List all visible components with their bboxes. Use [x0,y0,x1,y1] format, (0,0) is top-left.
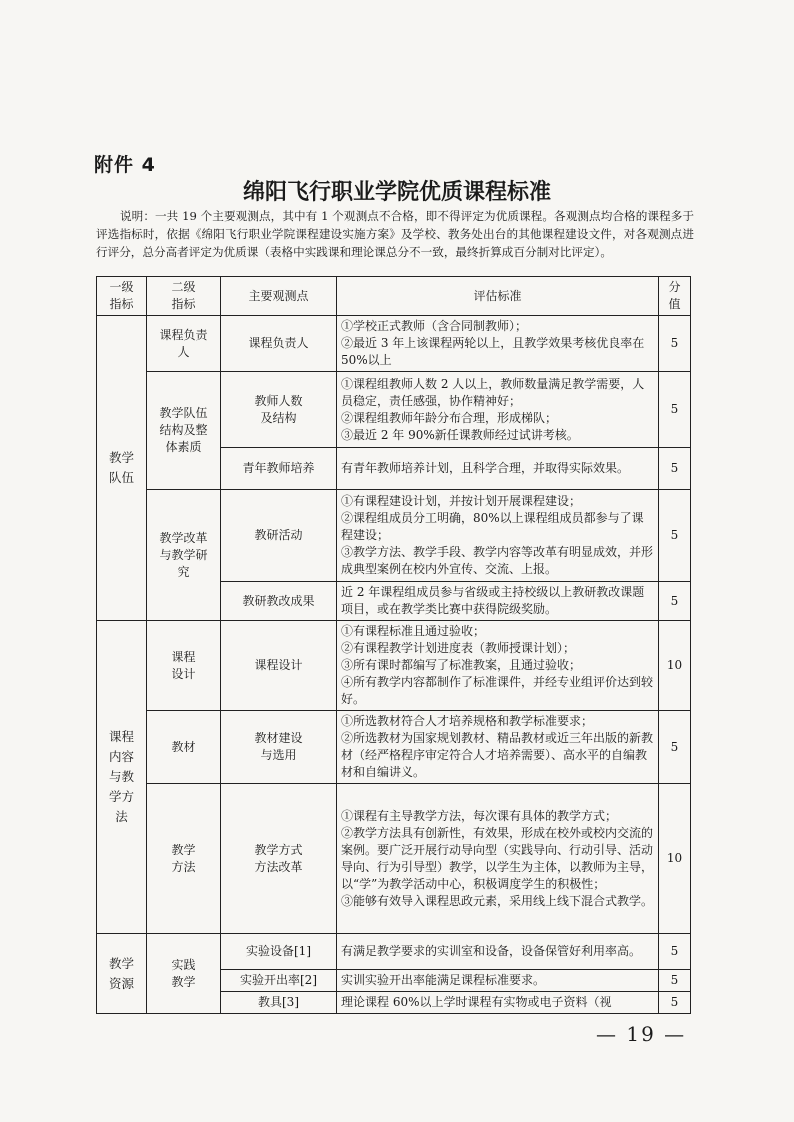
table-row [97,934,691,970]
header-level2: 二级 指标 [147,277,221,316]
score-cell: 5 [659,582,691,621]
criteria-cell: 有满足教学要求的实训室和设备，设备保管好利用率高。 [337,934,659,970]
level2-cell: 教材 [147,711,221,784]
table-row [97,621,691,711]
header-criteria: 评估标准 [337,277,659,316]
observation-cell: 教材建设 与选用 [221,711,337,784]
observation-cell: 实验设备[1] [221,934,337,970]
level2-cell: 课程负责 人 [147,316,221,372]
score-cell: 5 [659,316,691,372]
criteria-cell: 有青年教师培养计划，且科学合理，并取得实际效果。 [337,448,659,490]
score-cell: 10 [659,784,691,934]
observation-cell: 教研教改成果 [221,582,337,621]
score-cell: 5 [659,992,691,1014]
observation-cell: 课程设计 [221,621,337,711]
table-header-row [97,277,691,316]
table-row [97,316,691,372]
table-row [97,784,691,934]
score-cell: 5 [659,711,691,784]
header-level1: 一级 指标 [97,277,147,316]
observation-cell: 教学方式 方法改革 [221,784,337,934]
criteria-cell: ①课程有主导教学方法，每次课有具体的教学方式； ②教学方法具有创新性，有效果，形成在校外或校内交流的案例。要广泛开展行动导向型（实践导向、行动引导、活动导向、行为引导型）教学，以学生为主体，以教师为主导，以“学”为教学活动中心，积极调度学生的积极性； ③能够有效导入课程思政元素，采用线上线下混合式教学。 [337,784,659,934]
criteria-cell: ①有课程建设计划，并按计划开展课程建设； ②课程组成员分工明确，80%以上课程组成员都参与了课程建设； ③教学方法、教学手段、教学内容等改革有明显成效，并形成典型案例在校内外宣传、交流、上报。 [337,490,659,582]
score-cell: 5 [659,970,691,992]
standards-table [96,276,691,1014]
score-cell: 5 [659,934,691,970]
observation-cell: 实验开出率[2] [221,970,337,992]
table-row [97,711,691,784]
criteria-cell: 理论课程 60%以上学时课程有实物或电子资料（视 [337,992,659,1014]
page-title: 绵阳飞行职业学院优质课程标准 [242,180,551,205]
level2-cell: 教学 方法 [147,784,221,934]
table-row [97,490,691,582]
level2-cell: 课程 设计 [147,621,221,711]
level1-cell: 教学 队伍 [97,316,147,621]
observation-cell: 教师人数 及结构 [221,372,337,448]
observation-cell: 教具[3] [221,992,337,1014]
header-score: 分 值 [659,277,691,316]
table-row [97,372,691,448]
level2-cell: 教学改革 与教学研 究 [147,490,221,621]
criteria-cell: 实训实验开出率能满足课程标准要求。 [337,970,659,992]
observation-cell: 青年教师培养 [221,448,337,490]
criteria-cell: ①所选教材符合人才培养规格和教学标准要求； ②所选教材为国家规划教材、精品教材或近三年出版的新教材（经严格程序审定符合人才培养需要）、高水平的自编教材和自编讲义。 [337,711,659,784]
level1-cell: 教学 资源 [97,934,147,1014]
level2-cell: 教学队伍 结构及整 体素质 [147,372,221,490]
criteria-cell: ①有课程标准且通过验收； ②有课程教学计划进度表（教师授课计划）； ③所有课时都编写了标准教案，且通过验收； ④所有教学内容都制作了标准课件，并经专业组评价达到较好。 [337,621,659,711]
score-cell: 5 [659,490,691,582]
level2-cell: 实践 教学 [147,934,221,1014]
score-cell: 5 [659,372,691,448]
score-cell: 10 [659,621,691,711]
criteria-cell: 近 2 年课程组成员参与省级或主持校级以上教研教改课题项目，或在教学类比赛中获得院级奖励。 [337,582,659,621]
criteria-cell: ①课程组教师人数 2 人以上，教师数量满足教学需要，人员稳定，责任感强，协作精神好； ②课程组教师年龄分布合理，形成梯队； ③最近 2 年 90%新任课教师经过试讲考核。 [337,372,659,448]
page-number: — 19 — [596,1022,687,1046]
observation-cell: 教研活动 [221,490,337,582]
level1-cell: 课程 内容 与教 学方 法 [97,621,147,934]
intro-paragraph: 说明：一共 19 个主要观测点，其中有 1 个观测点不合格，即不得评定为优质课程。各观测点均合格的课程多于评选指标时，依据《绵阳飞行职业学院课程建设实施方案》及学校、教务处出台的其他课程建设文件，对各观测点进行评分，总分高者评定为优质课（表格中实践课和理论课总分不一致，最终折算成百分制对比评定）。 [96,209,694,259]
header-observation: 主要观测点 [221,277,337,316]
criteria-cell: ①学校正式教师（含合同制教师）； ②最近 3 年上该课程两轮以上，且教学效果考核优良率在 50%以上 [337,316,659,372]
attachment-label: 附件 4 [94,154,156,176]
observation-cell: 课程负责人 [221,316,337,372]
score-cell: 5 [659,448,691,490]
